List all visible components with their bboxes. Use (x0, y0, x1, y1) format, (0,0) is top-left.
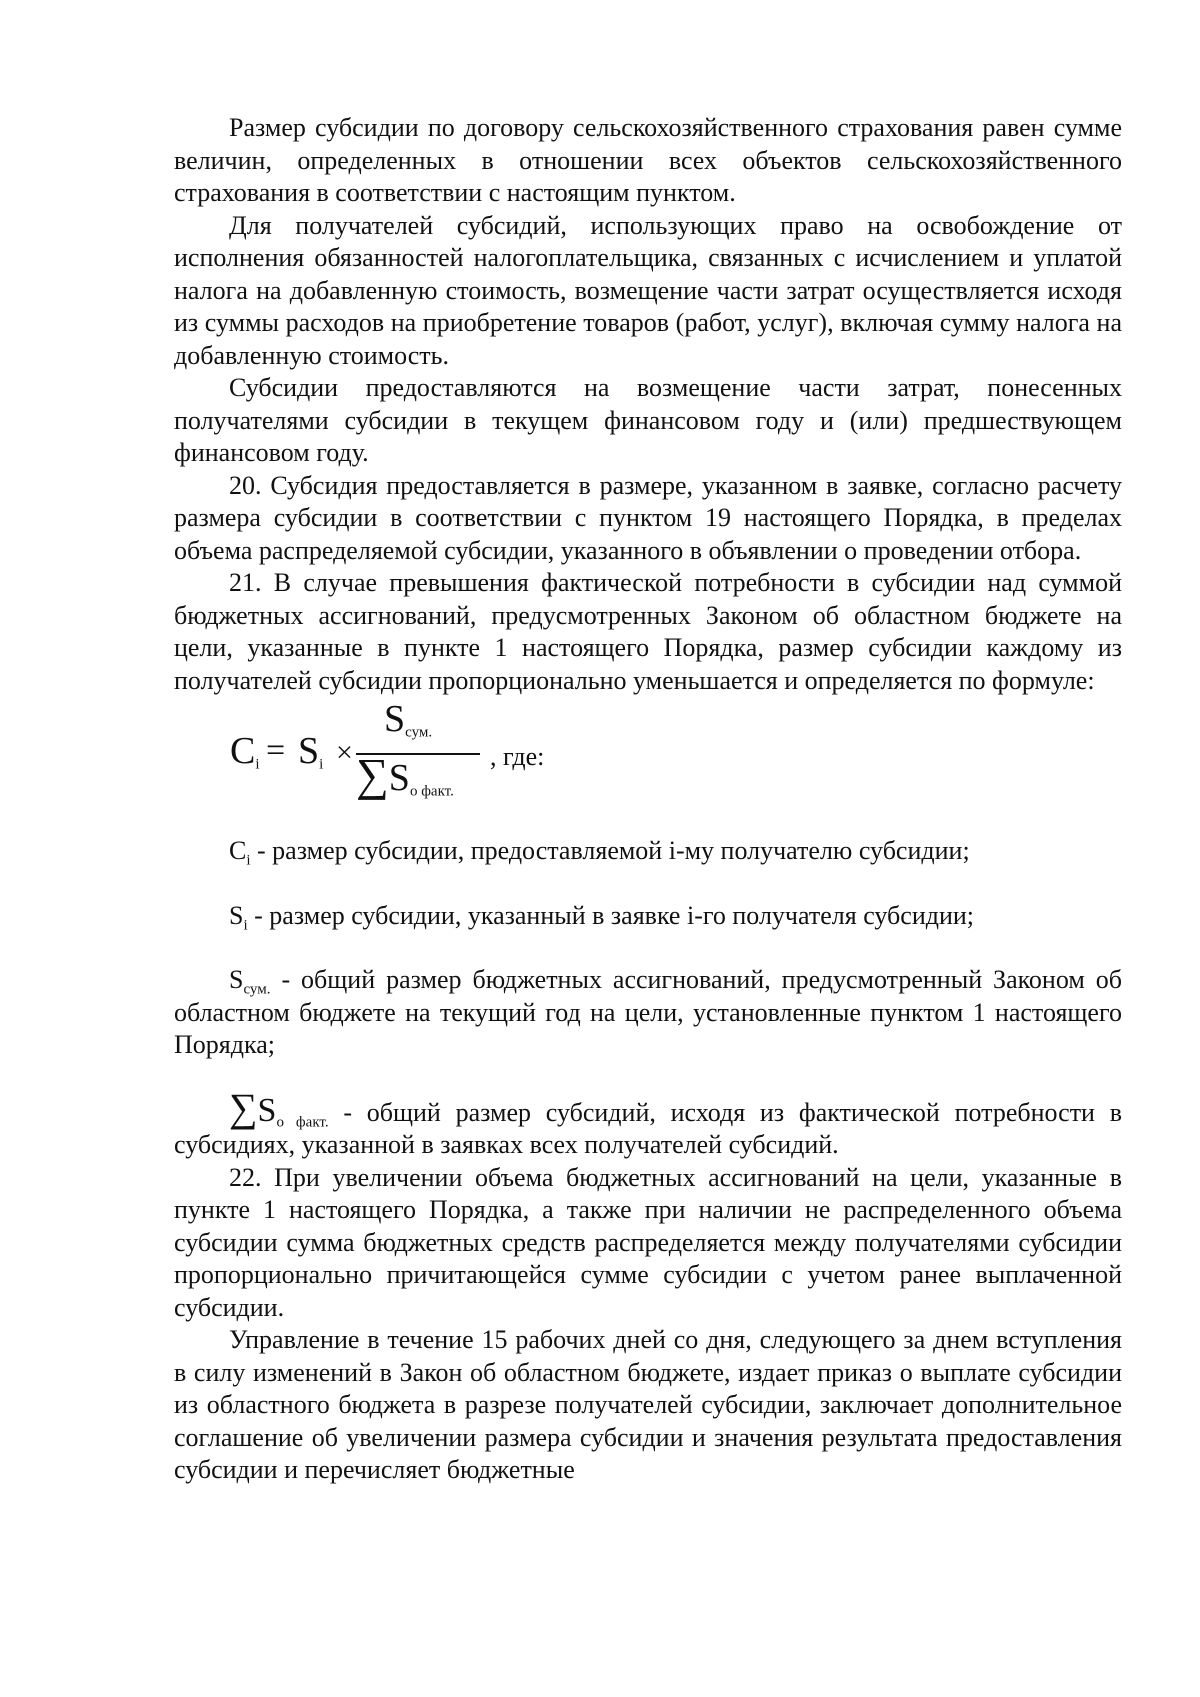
formula-ci: $C_i$ (230, 730, 260, 773)
paragraph-management-order: Управление в течение 15 рабочих дней со дня, следующего за днем вступления в силу изменений в Закон об областном бюджете, издает приказ о выплате субсидии из областного бюджета в разрезе получателей субсидии, заключает дополнительное соглашение об увеличении размера субсидии и значения результата предоставления субсидии и перечисляет бюджетные (174, 1325, 1122, 1484)
formula-denominator: $\sum S_{о факт.}$ (356, 749, 454, 800)
definition-ssum: $S_{сум.}$ - общий размер бюджетных ассигнований, предусмотренный Законом об областном бюджете на текущий год на цели, установленные пунктом 1 настоящего Порядка; (174, 965, 1122, 1059)
formula-equals: = (266, 732, 286, 769)
definition-si: $S_i$ - размер субсидии, указанный в заявке i-го получателя субсидии; (229, 900, 975, 933)
paragraph-insurance-subsidy: Размер субсидии по договору сельскохозяйственного страхования равен сумме величин, определенных в отношении всех объектов сельскохозяйственного страхования в соответствии с настоящим пунктом. (174, 113, 1122, 207)
subsidy-formula (174, 698, 1122, 815)
paragraph-item-22: 22. При увеличении объема бюджетных ассигнований на цели, указанные в пункте 1 настоящего Порядка, а также при наличии не распределенного объема субсидии сумма бюджетных средств распределяется между получателями субсидии пропорционально причитающейся сумме субсидии с учетом ранее выплаченной субсидии. (174, 1162, 1122, 1322)
paragraph-item-21: 21. В случае превышения фактической потребности в субсидии над суммой бюджетных ассигнований, предусмотренных Законом об областном бюджете на цели, указанные в пункте 1 настоящего Порядка, размер субсидии каждому из получателей субсидии пропорционально уменьшается и определяется по формуле: (174, 568, 1122, 695)
paragraph-vat-exemption: Для получателей субсидий, использующих право на освобождение от исполнения обязанностей налогоплательщика, связанных с исчислением и уплатой налога на добавленную стоимость, возмещение части затрат осуществляется исходя из суммы расходов на приобретение товаров (работ, услуг), включая сумму налога на добавленную стоимость. (174, 210, 1122, 370)
paragraph-subsidy-period: Субсидии предоставляются на возмещение части затрат, понесенных получателями субсидии в текущем финансовом году и (или) предшествующем финансовом году. (174, 373, 1122, 467)
formula-numerator: $S_{сум.}$ (384, 698, 433, 741)
sigma-symbol: $\sum S_{о факт.}$ (229, 1084, 329, 1130)
definition-ci: $C_i$ - размер субсидии, предоставляемой i-му получателю субсидии; (229, 836, 970, 869)
formula-where: , где: (490, 742, 545, 771)
document-page (174, 112, 1122, 1487)
formula-si: $S_i$ (298, 730, 324, 773)
formula-times: × (336, 736, 353, 769)
paragraph-item-20: 20. Субсидия предоставляется в размере, указанном в заявке, согласно расчету размера субсидии в соответствии с пунктом 19 настоящего Порядка, в пределах объема распределяемой субсидии, указанного в объявлении о проведении отбора. (174, 470, 1122, 565)
definition-sfact: $\sum S_{о факт.}$ - общий размер субсидий, исходя из фактической потребности в субсидиях, указанной в заявках всех получателей субсидий. (174, 1084, 1122, 1159)
